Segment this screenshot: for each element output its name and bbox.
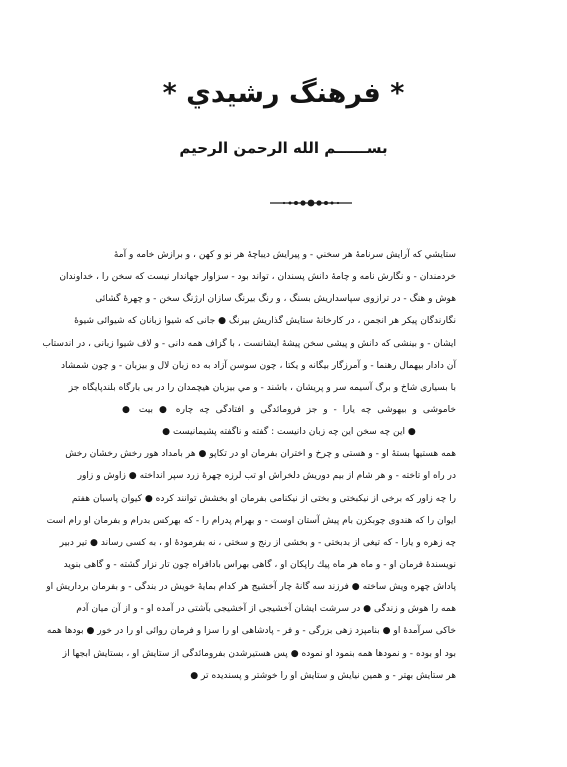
- text-line: خاموشی و بيهوشی چه يارا - و جز فرومائدگی و افتادگی چه چاره ● بيت ●: [122, 404, 456, 415]
- body-paragraph: [42, 244, 456, 687]
- text-line: را چه زاور كه برخی از نيكبختی و بختی از نيكنامی بفرمان او بخشش توانند كرده ● كيوان پاسبان هفتم: [71, 493, 456, 504]
- text-line: ايشان - و بينشی كه دانش و پيشی سخن پيشهٔ ايشانست ، با گزاف همه دانی - و لاف شيوا زبانی ، در اندستاب: [42, 338, 456, 349]
- text-line: بود او بوده - و نمودها همه بنمود او نموده ● پس هستيرشدن بفرومائدگی از ستايش او ، بستايش ابجها از: [62, 648, 456, 659]
- ornament-divider: [270, 196, 352, 210]
- text-line: با بسياری شاخ و برگ آسيمه سر و پريشان ، باشند - و مي بيزبان هيچمدان را در بی بارگاه بلندپايگاه جز: [68, 382, 456, 393]
- text-line: هوش و هنگ - در ترازوی سپاسداريش بسنگ ، و رنگ بيرنگ سازان ارژنگ سخن - و چهرهٔ گشائی: [95, 294, 456, 305]
- text-line: ايوان را كه هندوی چوبكزن بام پيش آستان اوست - و بهرام پدرام را - كه بهركس بدرام و بفرمان او رام است: [46, 515, 456, 526]
- text-line: در راه او تاخته - و هر شام از بيم دوريش دلخراش او تب لرزه چهرهٔ زرد سپر انداخته ● زاوش و زاور: [77, 471, 456, 482]
- text-line: پاداش چهره ويش ساخته ● فرزند سه گانهٔ چار آخشيج هر كدام بمايهٔ خويش در بندگی - و بفرمان برداريش او: [46, 582, 456, 593]
- text-line: نويسندهٔ فرمان او - و ماه هر ماه پيك راپكان او ، گاهی بهراس بادافراه چون تار نزار گشته - و گاهی بنويد: [63, 559, 456, 570]
- text-line: خردمندان - و نگارش نامه و چامهٔ دانش پسندان ، تواند بود - سزاوار جهاندار نيست كه سخن را ، خداوندان: [59, 272, 456, 283]
- text-line: خاكی سرآمدهٔ او ● بنامپزد زهی بزرگی - و فر - پادشاهی او را سزا و فرمان روائی او را در خور ● بودها همه: [46, 626, 456, 637]
- text-line: همه را هوش و زندگی ● در سرشت ايشان آخشيجی از آخشيجی بآشتی در آمده او - و از آن ميان آدم: [76, 604, 456, 615]
- text-line: همه هستيها بستهٔ او - و هستی و چرخ و اختران بفرمان او در تكاپو ● هر بامداد هور رخش رخشان رخش: [65, 449, 456, 460]
- book-title: * فرهنگ رشيدي *: [162, 78, 405, 109]
- text-line: چه زهره و يارا - كه تيغی از بدبختی - و بخشی از رنج و سختی ، نه بفرمودهٔ او ، به كسی رساند ● تير دبير: [59, 537, 456, 548]
- text-line: نگارندگان پيكر هر انجمن ، در كارخانهٔ ستايش گذاريش بيرنگ ● جانی كه شيوا زبانان كه شيوائی شيوهٔ: [74, 316, 456, 327]
- text-line: هر ستايش بهتر - و همين نيايش و ستايش او را خوشتر و پسنديده تر ●: [190, 670, 456, 681]
- verse-line: ● اين چه سخن اين چه زبان دانيست : گفته و ناگفته پشيمانيست ●: [162, 427, 416, 438]
- text-line: آن دادار بيهمال رهنما - و آمرزگار بيگانه و يكتا ، چون سوسن آزاد به ده زبان لال و بيزبان - و چون شمشاد: [60, 360, 456, 371]
- bismillah-heading: بســــــم الله الرحمن الرحيم: [179, 139, 388, 157]
- text-line: ستايشي كه آرايش سرنامهٔ هر سخني - و پيرايش ديباچهٔ هر نو و كهن ، و برازش خامه و آمهٔ: [113, 250, 456, 260]
